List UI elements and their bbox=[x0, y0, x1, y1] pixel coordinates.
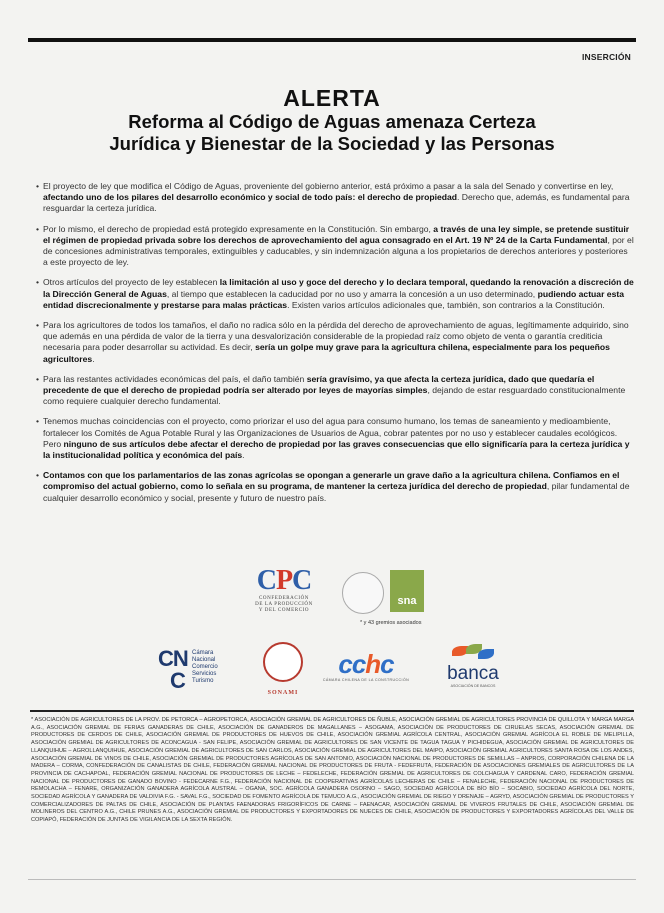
text: , dejando de estar resguardado constitucionalmente como requiere cualquier derecho fundamental. bbox=[43, 385, 626, 407]
insertion-label: INSERCIÓN bbox=[581, 52, 631, 62]
cchc-letter-h: h bbox=[365, 649, 381, 679]
cnc-letters: CN bbox=[158, 646, 188, 671]
paragraph-7 bbox=[36, 470, 634, 504]
sna-note: * y 43 gremios asociados bbox=[360, 620, 422, 626]
cnc-logo bbox=[158, 648, 238, 692]
text: , al tiempo que establecen la caducidad por no uso y amarra la concesión a un uso determinado, bbox=[166, 288, 538, 299]
sna-logo bbox=[340, 566, 430, 624]
paragraph-3 bbox=[36, 277, 634, 311]
banca-logo bbox=[438, 644, 508, 696]
cpc-logo bbox=[240, 566, 328, 628]
logo-row-2 bbox=[150, 642, 530, 702]
cchc-logo bbox=[320, 650, 412, 694]
paragraph-1 bbox=[36, 181, 634, 215]
headline-subtitle-line1: Reforma al Código de Aguas amenaza Certeza bbox=[128, 111, 536, 132]
text: Tenemos muchas coincidencias con el proyecto, como priorizar el uso del agua para consumo humano, los temas de saneamiento y medioambiente, fortalecer los Comités de Agua Potable Rural y las Organizaciones de Usuarios de Agua, cobrar patentes por no uso y establecer caudales ecológicos. Pero bbox=[43, 416, 618, 449]
paragraph-2 bbox=[36, 224, 634, 269]
cpc-mark bbox=[240, 566, 328, 596]
paragraph-6 bbox=[36, 416, 634, 461]
footer-rule bbox=[30, 710, 634, 712]
leaf-icon bbox=[478, 649, 494, 659]
cnc-mark bbox=[158, 648, 188, 692]
headline-subtitle-line2: Jurídica y Bienestar de la Sociedad y las Personas bbox=[109, 133, 555, 154]
text: Por lo mismo, el derecho de propiedad está protegido expresamente en la Constitución. Sin embargo, bbox=[43, 223, 434, 234]
bold-text: Contamos con que los parlamentarios de las zonas agrícolas se opongan a generarle un grave daño a la agricultura chilena. Confiamos en el compromiso del actual gobierno, como lo señala en su programa, de mantener la certeza jurídica del derecho de propiedad bbox=[43, 470, 620, 492]
cchc-caption: CÁMARA CHILENA DE LA CONSTRUCCIÓN bbox=[322, 678, 410, 682]
paragraph-5 bbox=[36, 374, 634, 408]
cnc-text-line: Comercio bbox=[192, 664, 218, 670]
sonami-label: SONAMI bbox=[267, 690, 299, 696]
cnc-text-line: Nacional bbox=[192, 657, 216, 663]
text: El proyecto de ley que modifica el Código de Aguas, proveniente del gobierno anterior, está próximo a pasar a la sala del Senado y convertirse en ley, bbox=[43, 181, 614, 191]
text: . Derecho que, además, es fundamental para resguardar la certeza jurídica. bbox=[43, 192, 630, 214]
text: Para los agricultores de todos los tamaños, el daño no radica sólo en la pérdida del derecho de aprovechamiento de aguas, legítimamente adquirido, sino que además en una pérdida de valor de la tierra y una desvalorización considerable de la propiedad raíz como objeto de venta o garantía crediticia necesaria para poder desarrollar su actividad. Es decir, bbox=[43, 320, 629, 353]
text: Otros artículos del proyecto de ley establecen bbox=[43, 277, 220, 288]
cpc-caption-line: DE LA PRODUCCIÓN bbox=[255, 602, 313, 607]
text: . Existen varios artículos adicionales que, también, son contrarios a la Constitución. bbox=[287, 299, 605, 310]
footnote: * ASOCIACIÓN DE AGRICULTORES DE LA PROV. DE PETORCA – AGROPETORCA, ASOCIACIÓN GREMIAL DE AGRICULTORES DE ÑUBLE, ASOCIACIÓN GREMIAL DE AGRICULTORES PROVINCIA DE QUILLOTA Y MARGA MARGA A.G., ASOCIACIÓN GREMIAL DE FERIAS GANADERAS DE CHILE, ASOCIACIÓN DE GANADEROS DE MAGALLANES – ASOGAMA, ASOCIACIÓN DE PRODUCTORES DE CIRUELAS SECAS, ASOCIACIÓN GREMIAL DE PRODUCTORES DE CERDOS DE CHILE, ASOCIACIÓN GREMIAL DE PRODUCTORES DE HUEVOS DE CHILE, ASOCIACIÓN GREMIAL AGRÍCOLA CENTRAL, ASOCIACIÓN GREMIAL AGRÍCOLA EL ROBLE DE MELIPILLA, ASOCIACIÓN GREMIAL DE AGRICULTORES DE ACONCAGUA - SAN FELIPE, ASOCIACIÓN GREMIAL DE AGRICULTORES DE SAN VICENTE DE TAGUA TAGUA Y PICHIDEGUA, ASOCIACIÓN GREMIAL DE AGRICULTORES DE LLANQUIHUE – AGROLLANQUIHUE, ASOCIACIÓN GREMIAL DE AGRICULTORES DE SAN CARLOS, ASOCIACIÓN GREMIAL DE AGRICULTORES DEL MAIPO, ASOCIACIÓN GREMIAL AGRICULTORES SANTA ROSA DE LOS ANDES, ASOCIACIÓN GREMIAL DE VINOS DE CHILE, ASOCIACIÓN GREMIAL DE PRODUCTORES AGRÍCOLAS DE SAN ANTONIO, ASOCIACIÓN NACIONAL DE PRODUCTORES DE SEMILLAS – ANPROS, CORPORACIÓN CHILENA DE LA MADERA – CORMA, CONFEDERACIÓN DE CANALISTAS DE CHILE, FEDERACIÓN GREMIAL NACIONAL DE PRODUCTORES DE FRUTA - FEDEFRUTA, FEDERACIÓN DE ASOCIACIONES GREMIALES DE AGRICULTORES DE LA PROVINCIA DE CACHAPOAL, FEDERACIÓN GREMIAL NACIONAL DE PRODUCTORES DE LECHE – FEDELECHE, FEDERACIÓN GREMIAL DE AGRICULTORES DE COLCHAGUA Y CARDENAL CARO, FEDERACIÓN GREMIAL NACIONAL DE PRODUCTORES DE GANADO BOVINO - FEDECARNE F.G., FEDERACIÓN NACIONAL DE COOPERATIVAS AGRÍCOLAS LECHERAS DE CHILE – FENALECHE, FEDERACIÓN NACIONAL DE PRODUCTORES DE REMOLACHA – FENARE, ORGANIZACIÓN GANADERA AGRÍCOLA AUSTRAL – OGANA, SOC. AGRÍCOLA GANADERA OSORNO – SAGO, SOCIEDAD AGRÍCOLA DE BÍO BÍO – SOCABIO, SOCIEDAD AGRÍCOLA DEL NORTE, SOCIEDAD AGRÍCOLA Y GANADERA DE VALDIVIA F.G. - SAVAL F.G., SOCIEDAD DE FOMENTO AGRÍCOLA DE TEMUCO A.G., ASOCIACIÓN GREMIAL DE RIEGO Y DRENAJE – AGRYD, ASOCIACIÓN GREMIAL DE PRODUCTORES Y COMERCIALIZADORES DE PALTAS DE CHILE, ASOCIACIÓN DE PLANTAS FAENADORAS FRIGORÍFICOS DE CARNE – FAENACAR, ASOCIACIÓN GREMIAL DE VIVEROS FRUTALES DE CHILE, ASOCIACIÓN GREMIAL DE MOLINEROS DEL CENTRO A.G., CHILE PRUNES A.G., ASOCIACIÓN GREMIAL DE PRODUCTORES Y EXPORTADORES DE NUECES DE CHILE, ASOCIACIÓN DE PRODUCTORES Y EXPORTADORES AGRÍCOLAS DEL VALLE DE COPIAPÓ, FEDERACIÓN DE JUNTAS DE VIGILANCIA DE LA SEXTA REGIÓN. bbox=[31, 717, 634, 824]
sonami-logo bbox=[258, 642, 308, 700]
bottom-rule bbox=[28, 879, 636, 880]
sonami-emblem-icon bbox=[263, 642, 303, 682]
text: . bbox=[242, 450, 245, 461]
cnc-text-line: Servicios bbox=[192, 671, 217, 677]
bold-text: a través de una ley simple, se pretende sustituir el régimen de propiedad privada sobre los derechos de aprovechamiento del agua consagrado en el Art. 19 Nº 24 de la Carta Fundamental bbox=[43, 223, 630, 245]
cpc-letter-c: C bbox=[292, 565, 312, 596]
bold-text: ninguno de sus artículos debe afectar el derecho de propiedad por las graves consecuencias que ello significaría para la certeza jurídica y la institucionalidad política y económica del país bbox=[43, 438, 630, 461]
bold-text: la limitación al uso y goce del derecho y lo declara temporal, quedando la renovación a discreción de la Dirección General de Aguas bbox=[43, 277, 634, 299]
cchc-letters: c bbox=[380, 649, 394, 679]
sna-badge: sna bbox=[390, 570, 424, 612]
bold-text: sería gravísimo, ya que afecta la certeza jurídica, dado que quedaría el precedente de que el derecho de propiedad podría ser alterado por leyes de mayorías simples bbox=[43, 373, 595, 396]
bold-text: afectando uno de los pilares del desarrollo económico y social de todo país: el derecho de propiedad bbox=[43, 192, 458, 203]
article-body bbox=[36, 181, 634, 513]
cnc-text-line: Turismo bbox=[192, 678, 214, 684]
bold-text: sería un golpe muy grave para la agricultura chilena, especialmente para los pequeños agricultores bbox=[43, 342, 610, 364]
paragraph-4 bbox=[36, 320, 634, 365]
banca-word: banca bbox=[447, 663, 499, 684]
cchc-letters: cc bbox=[338, 649, 366, 679]
bold-text: pudiendo actuar esta entidad discrecionalmente y prestarse para malas prácticas bbox=[43, 288, 625, 310]
text: , pilar fundamental de cualquier desarrollo económico y social, presente y futuro de nuestro país. bbox=[43, 481, 630, 503]
cpc-caption-line: Y DEL COMERCIO bbox=[258, 608, 310, 613]
text: Para las restantes actividades económicas del país, el daño también bbox=[43, 373, 307, 384]
seal-icon bbox=[342, 572, 384, 614]
leaf-icon bbox=[438, 644, 508, 664]
cnc-text bbox=[192, 650, 218, 685]
cpc-letter-p: P bbox=[275, 565, 293, 596]
top-rule bbox=[28, 38, 636, 42]
cnc-letters: C bbox=[170, 668, 185, 693]
cnc-text-line: Cámara bbox=[192, 650, 214, 656]
headline bbox=[30, 86, 634, 155]
cchc-mark bbox=[320, 650, 412, 678]
text: . bbox=[92, 353, 95, 364]
cpc-caption-line: CONFEDERACIÓN bbox=[258, 596, 310, 601]
text: , por el de concesiones administrativas temporales, extinguibles y caducables, y sin indemnización alguna a los propietarios de derechos anteriores y posteriores a este proyecto de ley. bbox=[43, 234, 634, 268]
headline-title: ALERTA bbox=[283, 85, 381, 111]
banca-caption: ASOCIACIÓN DE BANCOS bbox=[450, 684, 496, 688]
cpc-letter-c: C bbox=[256, 565, 276, 596]
